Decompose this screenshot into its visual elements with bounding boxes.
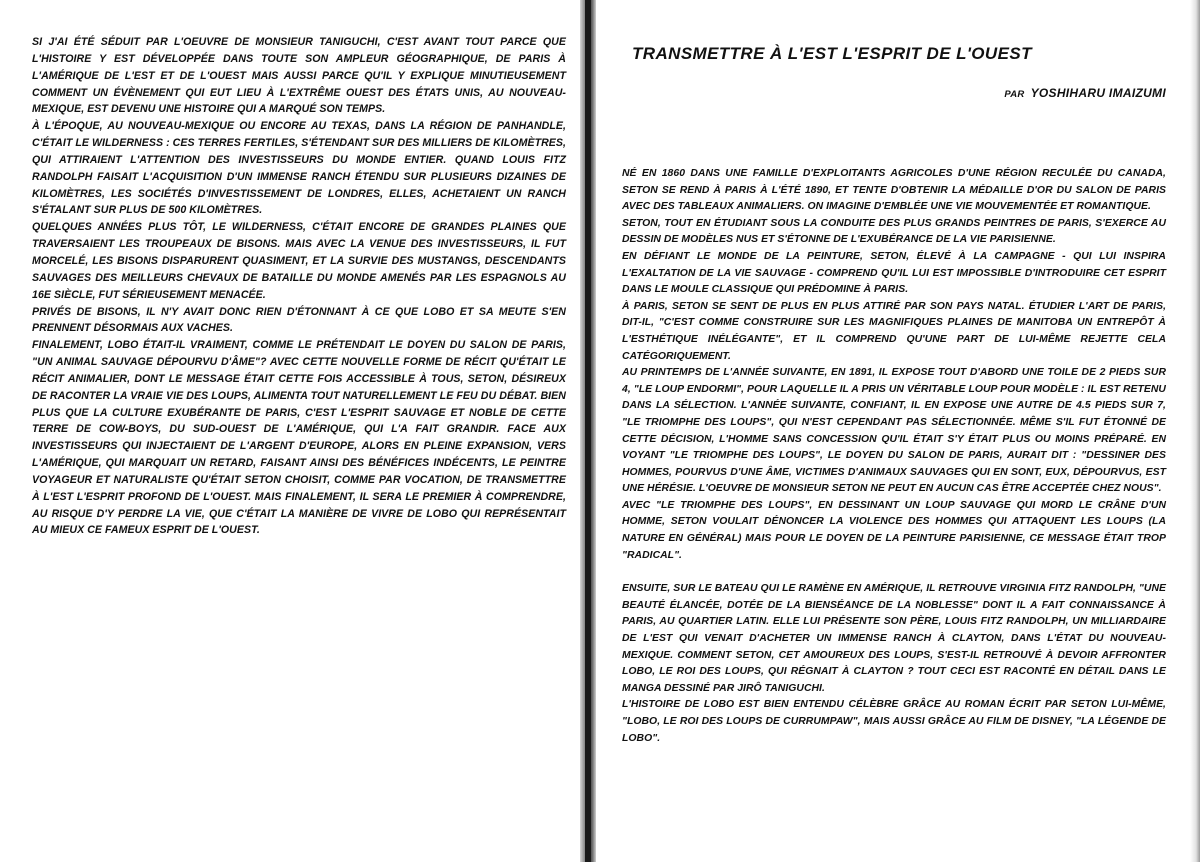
right-paragraph-6: AVEC "LE TRIOMPHE DES LOUPS", EN DESSINANT UN LOUP SAUVAGE QUI MORD LE CRÂNE D'UN HOMME, SETON VOULAIT DÉNONCER LA VIOLENCE DES HOMMES QUI ATTAQUENT LES LOUPS (LA NATURE EN GÉNÉRAL) MAIS POUR LE DOYEN DE LA PEINTURE PARISIENNE, CE MESSAGE ÉTAIT TROP "RADICAL".: [622, 499, 1166, 561]
right-page: [596, 0, 1200, 862]
right-paragraph-3: EN DÉFIANT LE MONDE DE LA PEINTURE, SETON, ÉLEVÉ À LA CAMPAGNE - QUI LUI INSPIRA L'EXALTATION DE LA VIE SAUVAGE - COMPREND QU'IL LUI EST IMPOSSIBLE D'INTRODUIRE CET ESPRIT DANS LE MOULE CLASSIQUE QUI PRÉDOMINE À PARIS.: [622, 250, 1166, 296]
right-paragraph-8: L'HISTOIRE DE LOBO EST BIEN ENTENDU CÉLÈBRE GRÂCE AU ROMAN ÉCRIT PAR SETON LUI-MÊME, "LOBO, LE ROI DES LOUPS DE CURRUMPAW", MAIS AUSSI GRÂCE AU FILM DE DISNEY, "LA LÉGENDE DE LOBO".: [622, 699, 1166, 744]
left-page: [0, 0, 580, 862]
left-paragraph-5: FINALEMENT, LOBO ÉTAIT-IL VRAIMENT, COMME LE PRÉTENDAIT LE DOYEN DU SALON DE PARIS, "UN ANIMAL SAUVAGE DÉPOURVU D'ÂME"? AVEC CETTE NOUVELLE FORME DE RÉCIT QU'ÉTAIT LE RÉCIT ANIMALIER, DONT LE MESSAGE ÉTAIT CETTE FOIS ACCESSIBLE À TOUS, SETON, DÉSIREUX DE RACONTER LA VRAIE VIE DES LOUPS, ALIMENTA TOUT NATURELLEMENT LE FEU DU DÉBAT. BIEN PLUS QUE LA CULTURE EXUBÉRANTE DE PARIS, C'EST L'ESPRIT SAUVAGE ET NOBLE DE CETTE TERRE DE COW-BOYS, DU SUD-OUEST DE L'AMÉRIQUE, QUI L'A FAIT GRANDIR. FACE AUX INVESTISSEURS QUI INJECTAIENT DE L'ARGENT D'EUROPE, ALORS EN PLEINE EXPANSION, VERS L'AMÉRIQUE, QUI MARQUAIT UN RETARD, FAISANT AINSI DES BÉNÉFICES INDÉCENTS, LE PEINTRE VOYAGEUR ET NATURALISTE QU'ÉTAIT SETON CHOISIT, COMME PAR VOCATION, DE TRANSMETTRE À L'EST L'ESPRIT PROFOND DE L'OUEST. MAIS FINALEMENT, IL SERA LE PREMIER À COMPRENDRE, AU RISQUE D'Y PERDRE LA VIE, QUE C'ÉTAIT LA MANIÈRE DE VIVRE DE LOBO QUI REPRÉSENTAIT AU MIEUX CE FAMEUX ESPRIT DE L'OUEST.: [32, 339, 566, 537]
right-paragraph-2: SETON, TOUT EN ÉTUDIANT SOUS LA CONDUITE DES PLUS GRANDS PEINTRES DE PARIS, S'EXERCE AU DESSIN DE MODÈLES NUS ET S'ÉTONNE DE L'EXUBÉRANCE DE LA VIE PARISIENNE.: [622, 217, 1166, 246]
article-body: [622, 166, 1166, 747]
page-edge-shadow: [1190, 0, 1200, 862]
paragraph-gap: [622, 564, 1166, 581]
right-paragraph-7: ENSUITE, SUR LE BATEAU QUI LE RAMÈNE EN AMÉRIQUE, IL RETROUVE VIRGINIA FITZ RANDOLPH, "UNE BEAUTÉ ÉLANCÉE, DOTÉE DE LA BIENSÉANCE DE LA NOBLESSE" DONT IL A FAIT CONNAISSANCE À PARIS, AU QUARTIER LATIN. ELLE LUI PRÉSENTE SON PÈRE, LOUIS FITZ RANDOLPH, UN MILLIARDAIRE DE L'EST QUI VENAIT D'ACHETER UN IMMENSE RANCH À CLAYTON, DANS L'ÉTAT DU NOUVEAU-MEXIQUE. COMMENT SETON, CET AMOUREUX DES LOUPS, S'EST-IL RETROUVÉ À DEVOIR AFFRONTER LOBO, LE ROI DES LOUPS, QUI RÉGNAIT À CLAYTON ? TOUT CECI EST RACONTÉ EN DÉTAIL DANS LE MANGA DESSINÉ PAR JIRÔ TANIGUCHI.: [622, 583, 1166, 694]
left-paragraph-1: SI J'AI ÉTÉ SÉDUIT PAR L'OEUVRE DE MONSIEUR TANIGUCHI, C'EST AVANT TOUT PARCE QUE L'HISTOIRE Y EST DÉVELOPPÉE DANS TOUTE SON AMPLEUR GÉOGRAPHIQUE, DE PARIS À L'AMÉRIQUE DE L'EST ET DE L'OUEST MAIS AUSSI PARCE QU'IL Y EXPLIQUE MINUTIEUSEMENT COMMENT UN ÉVÈNEMENT QUI EUT LIEU À L'EXTRÊME OUEST DES ÉTATS UNIS, AU NOUVEAU-MEXIQUE, EST DEVENU UNE HISTOIRE QUI A MARQUÉ SON TEMPS.: [32, 36, 566, 116]
gutter-shadow: [585, 0, 591, 862]
left-paragraph-3: QUELQUES ANNÉES PLUS TÔT, LE WILDERNESS, C'ÉTAIT ENCORE DE GRANDES PLAINES QUE TRAVERSAIENT LES TROUPEAUX DE BISONS. MAIS AVEC LA VENUE DES INVESTISSEURS, IL FUT MORCELÉ, LES BISONS DISPARURENT QUASIMENT, ET LA SURVIE DES MUSTANGS, DESCENDANTS SAUVAGES DES MEILLEURS CHEVAUX DE BATAILLE DU MONDE AMENÉS PAR LES ESPAGNOLS AU 16E SIÈCLE, FUT SÉRIEUSEMENT MENACÉE.: [32, 221, 566, 301]
byline-author: YOSHIHARU IMAIZUMI: [1030, 86, 1166, 100]
left-paragraph-4: PRIVÉS DE BISONS, IL N'Y AVAIT DONC RIEN D'ÉTONNANT À CE QUE LOBO ET SA MEUTE S'EN PRENNENT DÉSORMAIS AUX VACHES.: [32, 305, 566, 335]
article-byline: [622, 85, 1166, 103]
byline-prefix: PAR: [1004, 89, 1025, 100]
right-paragraph-5: AU PRINTEMPS DE L'ANNÉE SUIVANTE, EN 1891, IL EXPOSE TOUT D'ABORD UNE TOILE DE 2 PIEDS SUR 4, "LE LOUP ENDORMI", POUR LAQUELLE IL A PRIS UN VÉRITABLE LOUP POUR MODÈLE : IL EST RETENU DANS LA SÉLECTION. L'ANNÉE SUIVANTE, CONFIANT, IL EN EXPOSE UNE AUTRE DE 4.5 PIEDS SUR 7, "LE TRIOMPHE DES LOUPS", QUI N'EST CEPENDANT PAS SÉLECTIONNÉE. MÊME S'IL FUT ÉTONNÉ DE CETTE DÉCISION, L'HOMME SANS CONCESSION QU'IL ÉTAIT S'Y ÉTAIT PLUS OU MOINS PRÉPARÉ. EN VOYANT "LE TRIOMPHE DES LOUPS", LE DOYEN DU SALON DE PARIS, AURAIT DIT : "DESSINER DES HOMMES, POURVUS D'UNE ÂME, VICTIMES D'ANIMAUX SAUVAGES QUI EN SONT, EUX, DÉPOURVUS, EST UNE HÉRÉSIE. L'OEUVRE DE MONSIEUR SETON NE PEUT EN AUCUN CAS ÊTRE ACCEPTÉE CHEZ NOUS".: [622, 367, 1166, 495]
article-title: TRANSMETTRE À L'EST L'ESPRIT DE L'OUEST: [632, 44, 1032, 63]
left-paragraph-2: À L'ÉPOQUE, AU NOUVEAU-MEXIQUE OU ENCORE AU TEXAS, DANS LA RÉGION DE PANHANDLE, C'ÉTAIT LE WILDERNESS : CES TERRES FERTILES, S'ÉTENDANT SUR DES MILLIERS DE KILOMÈTRES, QUI ATTIRAIENT L'ATTENTION DES INVESTISSEURS DU MONDE ENTIER. QUAND LOUIS FITZ RANDOLPH FAISAIT L'ACQUISITION D'UN IMMENSE RANCH ÉTENDU SUR PLUSIEURS DIZAINES DE KILOMÈTRES, LES SOCIÉTÉS D'INVESTISSEMENT DE LONDRES, ELLES, ACHETAIENT UN RANCH S'ÉTALANT SUR PLUS DE 500 KILOMÈTRES.: [32, 120, 567, 217]
right-paragraph-4: À PARIS, SETON SE SENT DE PLUS EN PLUS ATTIRÉ PAR SON PAYS NATAL. ÉTUDIER L'ART DE PARIS, DIT-IL, "C'EST COMME CONSTRUIRE SUR LES MAGNIFIQUES PLAINES DE MANITOBA UN ENTREPÔT À L'ESTHÉTIQUE INÉLÉGANTE", ET IL COMPREND QU'UNE PART DE LUI-MÊME REJETTE CELA CATÉGORIQUEMENT.: [622, 300, 1166, 362]
right-paragraph-1: NÉ EN 1860 DANS UNE FAMILLE D'EXPLOITANTS AGRICOLES D'UNE RÉGION RECULÉE DU CANADA, SETON SE REND À PARIS À L'ÉTÉ 1890, ET TENTE D'OBTENIR LA MÉDAILLE D'OR DU SALON DE PARIS AVEC DES TABLEAUX ANIMALIERS. ON IMAGINE D'EMBLÉE UNE VIE MOUVEMENTÉE ET ROMANTIQUE.: [622, 168, 1166, 213]
